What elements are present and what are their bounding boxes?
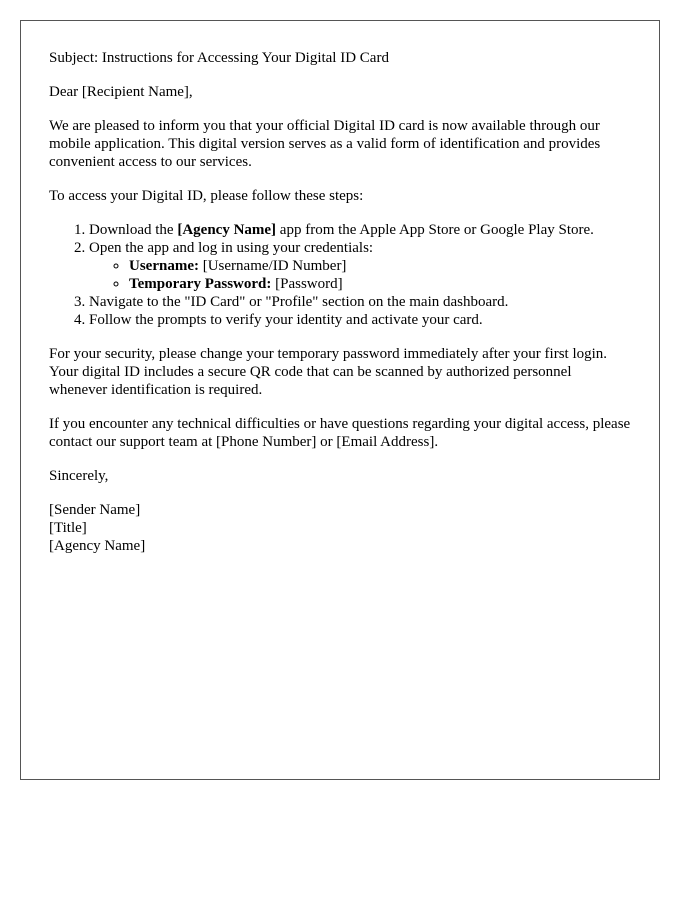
subject-line: Subject: Instructions for Accessing Your Digital ID Card [49,50,389,66]
step-download-text-pre: Download the [89,222,178,238]
step-navigate-text: Navigate to the "ID Card" or "Profile" section on the main dashboard. [89,294,509,310]
sender-agency: [Agency Name] [49,538,146,554]
closing: Sincerely, [49,468,109,484]
step-login [89,239,631,293]
security-paragraph: For your security, please change your temporary password immediately after your first login. Your digital ID includes a secure QR code that can be scanned by authorized personnel whenever identification is required. [49,346,608,398]
credential-password [129,275,631,293]
agency-name-bold: [Agency Name] [177,222,277,238]
signature-block [49,501,631,555]
password-value: [Password] [271,276,343,292]
step-navigate [89,293,631,311]
username-value: [Username/ID Number] [198,258,347,274]
sender-title: [Title] [49,520,87,536]
step-download [89,221,631,239]
username-label: Username: [129,258,199,274]
intro-paragraph: We are pleased to inform you that your official Digital ID card is now available through our mobile application. This digital version serves as a valid form of identification and provides convenient access to our services. [49,118,601,170]
greeting: Dear [Recipient Name], [49,84,193,100]
support-paragraph: If you encounter any technical difficulties or have questions regarding your digital access, please contact our support team at [Phone Number] or [Email Address]. [49,416,631,450]
sender-name: [Sender Name] [49,502,141,518]
steps-intro: To access your Digital ID, please follow these steps: [49,188,364,204]
letter-document [20,20,660,780]
credentials-list [89,257,631,293]
step-verify-text: Follow the prompts to verify your identity and activate your card. [89,312,483,328]
step-download-text-post: app from the Apple App Store or Google Play Store. [276,222,594,238]
password-label: Temporary Password: [129,276,272,292]
steps-list [49,221,631,329]
step-verify [89,311,631,329]
step-login-text: Open the app and log in using your credentials: [89,240,374,256]
credential-username [129,257,631,275]
